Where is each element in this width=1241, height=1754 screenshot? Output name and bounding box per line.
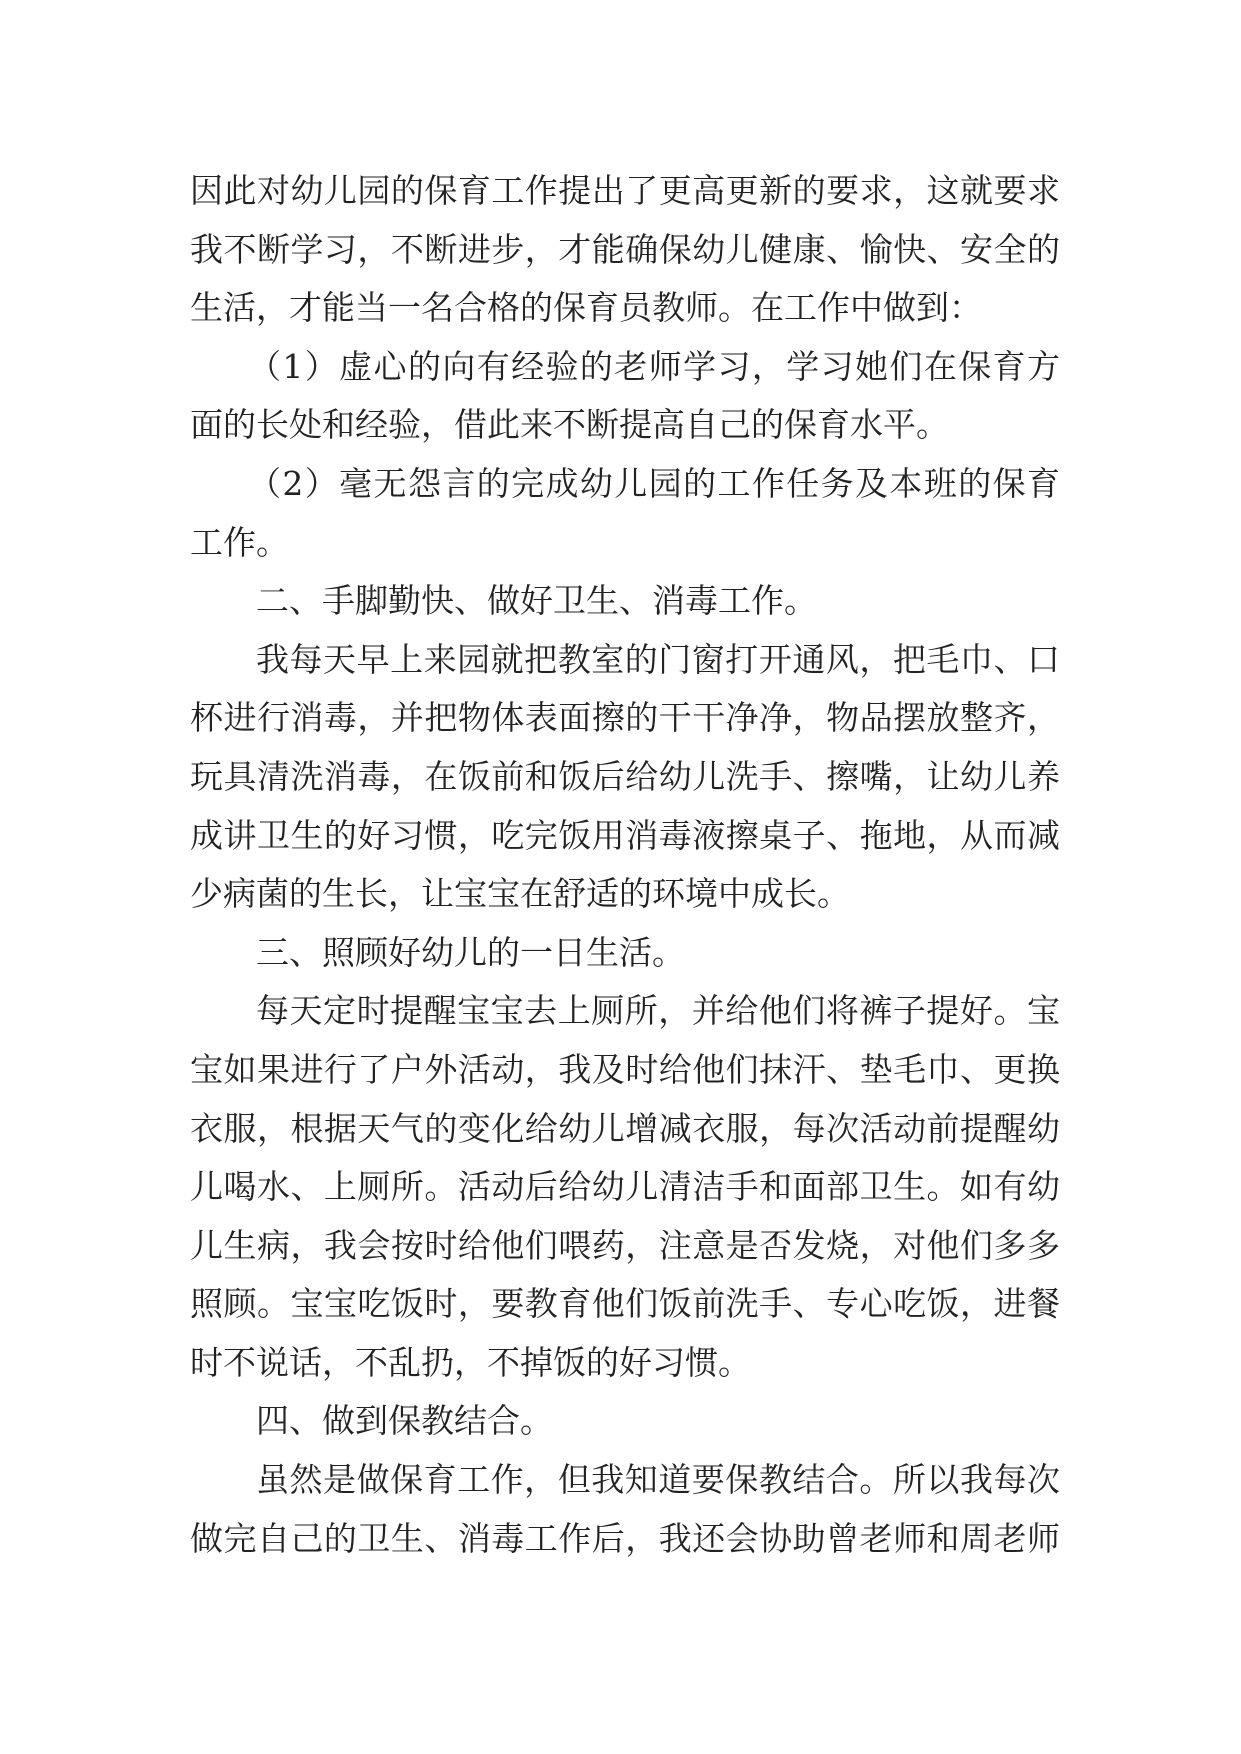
section-heading-2: 二、手脚勤快、做好卫生、消毒工作。: [256, 581, 817, 621]
text-line: 杯进行消毒，并把物体表面擦的干干净净，物品摆放整齐，: [190, 698, 1060, 738]
text-line: 儿喝水、上厕所。活动后给幼儿清洁手和面部卫生。如有幼: [190, 1167, 1060, 1207]
text-line: 儿生病，我会按时给他们喂药，注意是否发烧，对他们多多: [190, 1225, 1060, 1265]
text-line: 工作。: [190, 522, 289, 562]
text-line: 我不断学习，不断进步，才能确保幼儿健康、愉快、安全的: [190, 229, 1060, 269]
text-line: 照顾。宝宝吃饭时，要教育他们饭前洗手、专心吃饭，进餐: [190, 1284, 1060, 1324]
text-line: 宝如果进行了户外活动，我及时给他们抹汗、垫毛巾、更换: [190, 1049, 1060, 1089]
text-line: 少病菌的生长，让宝宝在舒适的环境中成长。: [190, 874, 850, 914]
text-line: 生活，才能当一名合格的保育员教师。在工作中做到：: [190, 288, 982, 328]
text-line: 面的长处和经验，借此来不断提高自己的保育水平。: [190, 405, 949, 445]
text-line: 每天定时提醒宝宝去上厕所，并给他们将裤子提好。宝: [256, 991, 1060, 1031]
text-line: 成讲卫生的好习惯，吃完饭用消毒液擦桌子、拖地，从而减: [190, 815, 1060, 855]
list-item-2-line: （2）毫无怨言的完成幼儿园的工作任务及本班的保育: [248, 463, 1060, 503]
section-heading-3: 三、照顾好幼儿的一日生活。: [256, 932, 685, 972]
text-line: 虽然是做保育工作，但我知道要保教结合。所以我每次: [256, 1460, 1060, 1500]
text-line: 做完自己的卫生、消毒工作后，我还会协助曾老师和周老师: [190, 1518, 1060, 1558]
text-line: 因此对幼儿园的保育工作提出了更高更新的要求，这就要求: [190, 171, 1060, 210]
list-item-1-line: （1）虚心的向有经验的老师学习，学习她们在保育方: [248, 346, 1060, 386]
section-heading-4: 四、做到保教结合。: [256, 1401, 553, 1441]
text-line: 时不说话，不乱扔，不掉饭的好习惯。: [190, 1342, 751, 1382]
text-line: 玩具清洗消毒，在饭前和饭后给幼儿洗手、擦嘴，让幼儿养: [190, 756, 1060, 796]
text-line: 衣服，根据天气的变化给幼儿增减衣服，每次活动前提醒幼: [190, 1108, 1060, 1148]
text-line: 我每天早上来园就把教室的门窗打开通风，把毛巾、口: [256, 639, 1060, 679]
body-text: [190, 162, 1060, 1568]
